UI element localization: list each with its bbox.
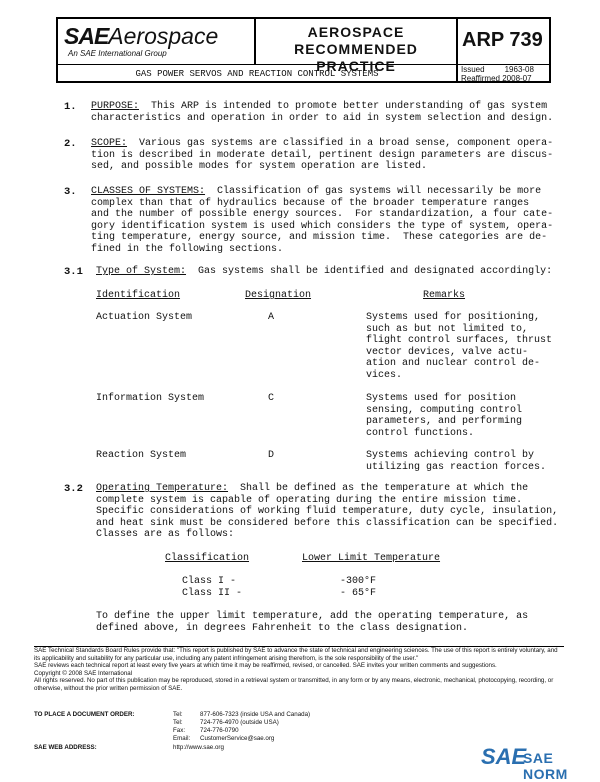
section-2 — [91, 138, 553, 173]
temp-row-limit: -300°F — [340, 576, 377, 587]
section-3-number: 3. — [64, 186, 77, 198]
section-2-line1: Various gas systems are classified in a broad sense, component opera- — [139, 138, 554, 149]
web-link[interactable]: http://www.sae.org — [173, 744, 224, 751]
section-3-line1: Classification of gas systems will necessarily be more — [217, 186, 542, 197]
section-3-1 — [96, 266, 552, 278]
watermark-mark: SAE — [481, 744, 527, 769]
section-3-1-line1: Gas systems shall be identified and designated accordingly: — [198, 266, 553, 277]
section-3-2-heading: Operating Temperature: — [96, 483, 229, 494]
tel2-label: Tel: — [173, 719, 183, 726]
remark-line: utilizing gas reaction forces. — [366, 461, 547, 473]
logo-brand-rest: Aerospace — [108, 23, 219, 49]
doc-type-line2: RECOMMENDED PRACTICE — [294, 41, 418, 74]
footer-copyright: Copyright © 2008 SAE International — [34, 669, 133, 677]
order-label: TO PLACE A DOCUMENT ORDER: — [34, 711, 135, 718]
sae-norm-watermark — [481, 744, 591, 782]
section-2-line2: tion is described in moderate detail, pertinent design parameters are discus- — [91, 149, 554, 161]
col-classification: Classification — [165, 553, 250, 564]
fax-label: Fax: — [173, 727, 186, 734]
remark-line: ation and nuclear control de- — [366, 358, 541, 369]
closing-line1: To define the upper limit temperature, add the operating temperature, as — [96, 611, 529, 622]
reaffirmed-label: Reaffirmed — [461, 73, 500, 83]
email-link[interactable]: CustomerService@sae.org — [200, 735, 275, 742]
section-1 — [91, 101, 553, 124]
section-3-2-line5: Classes are as follows: — [96, 529, 235, 540]
remark-line: such as but not limited to, — [366, 323, 529, 335]
section-2-line3: sed, and possible modes for system operation are listed. — [91, 161, 428, 172]
logo-brand-bold: SAE — [64, 23, 109, 49]
remark-line: Systems used for positioning, — [366, 312, 541, 323]
col-designation: Designation — [245, 290, 312, 301]
table-row-desig: C — [268, 393, 275, 404]
section-1-line1: This ARP is intended to promote better understanding of gas system — [151, 101, 548, 112]
document-header — [56, 17, 551, 83]
issued-date: 1963-08 — [504, 65, 534, 74]
section-3-line6: fined in the following sections. — [91, 243, 284, 255]
remark-line: flight control surfaces, thrust — [366, 335, 553, 346]
tel2-value: 724-776-4970 (outside USA) — [200, 719, 279, 726]
footer-rules: SAE Technical Standards Board Rules provide that: "This report is published by SAE to advance the state of technical and engineering sciences. The use of this report is entirely voluntary, and its applicability and suitability for any particular use, including any patent infringement arising therefrom, is the sole responsibility of the user." — [34, 647, 558, 662]
remark-line: vices. — [366, 369, 403, 381]
section-3-1-heading: Type of System: — [96, 266, 187, 277]
section-2-heading: SCOPE: — [91, 138, 128, 149]
tel-value: 877-606-7323 (inside USA and Canada) — [200, 711, 311, 718]
section-3 — [91, 186, 553, 255]
section-3-line5: ting temperature, energy source, and mission time. These categories are de- — [91, 232, 548, 243]
issued-label: Issued — [461, 65, 485, 74]
document-footer — [34, 646, 564, 693]
footer-review: SAE reviews each technical report at least every five years at which time it may be reaffirmed, revised, or cancelled. SAE invites your written comments and suggestions. — [34, 662, 497, 670]
section-3-2-line4: and heat sink must be considered before this classification can be specified. — [96, 517, 559, 529]
doc-number: ARP 739 — [458, 19, 549, 65]
table-row-ident: Reaction System — [96, 450, 187, 461]
table-row-ident: Actuation System — [96, 312, 193, 323]
table-row-remarks — [366, 312, 552, 381]
temp-row-class: Class II - — [182, 588, 243, 599]
col-identification: Identification — [96, 290, 181, 301]
remark-line: vector devices, valve actu- — [366, 346, 529, 358]
web-label: SAE WEB ADDRESS: — [34, 744, 97, 751]
section-3-2-line1: Shall be defined as the temperature at which the — [240, 483, 529, 494]
col-remarks: Remarks — [423, 290, 466, 301]
table-row-remarks — [366, 450, 546, 473]
section-3-2-line3: Specific considerations of working fluid temperature, duty cycle, insulation, — [96, 506, 559, 517]
reaffirmed-date: 2008-07 — [502, 73, 532, 83]
remark-line: control functions. — [366, 427, 475, 439]
doc-type-title — [256, 19, 458, 74]
doc-subject: GAS POWER SERVOS AND REACTION CONTROL SYSTEMS — [58, 65, 458, 83]
table-row-remarks — [366, 393, 522, 439]
table-row-desig: D — [268, 450, 275, 461]
section-3-2-line2: complete system is capable of operating during the entire mission time. — [96, 494, 523, 506]
col-lower-limit: Lower Limit Temperature — [302, 553, 441, 564]
section-3-line2: complex than that of hydraulics because of the broader temperature ranges — [91, 197, 530, 209]
email-label: Email: — [173, 735, 191, 742]
footer-rights: All rights reserved. No part of this publication may be reproduced, stored in a retrieval system or transmitted, in any form or by any means, electronic, mechanical, photocopying, recording, or otherwise, without the prior written permission of SAE. — [34, 677, 554, 692]
section-2-number: 2. — [64, 138, 77, 150]
logo-group: An SAE International Group — [68, 49, 167, 58]
remark-line: sensing, computing control — [366, 404, 523, 416]
watermark-name: SAE NORM — [523, 750, 568, 782]
section-3-line4: gory identification system is used which considers the type of system, opera- — [91, 220, 554, 232]
remark-line: Systems achieving control by — [366, 450, 535, 461]
doc-dates — [458, 65, 549, 83]
section-1-line2: characteristics and operation in order to aid in system selection and design. — [91, 112, 554, 124]
section-3-heading: CLASSES OF SYSTEMS: — [91, 186, 206, 197]
remark-line: parameters, and performing — [366, 416, 523, 427]
tel-label: Tel: — [173, 711, 183, 718]
doc-type-line1: AEROSPACE — [307, 24, 405, 40]
section-3-2-closing — [96, 611, 528, 634]
temp-row-limit: - 65°F — [340, 588, 377, 599]
closing-line2: defined above, in degrees Fahrenheit to the class designation. — [96, 622, 469, 634]
section-1-heading: PURPOSE: — [91, 101, 140, 112]
section-1-number: 1. — [64, 101, 77, 113]
section-3-2-number: 3.2 — [64, 483, 83, 495]
table-row-desig: A — [268, 312, 275, 323]
remark-line: Systems used for position — [366, 393, 517, 404]
temp-row-class: Class I - — [182, 576, 237, 587]
section-3-line3: and the number of possible energy sources. For standardization, a four cate- — [91, 209, 554, 220]
section-3-1-number: 3.1 — [64, 266, 83, 278]
table-row-ident: Information System — [96, 393, 205, 404]
fax-value: 724-776-0790 — [200, 727, 239, 734]
section-3-2 — [96, 483, 558, 541]
sae-aerospace-logo — [58, 19, 256, 65]
